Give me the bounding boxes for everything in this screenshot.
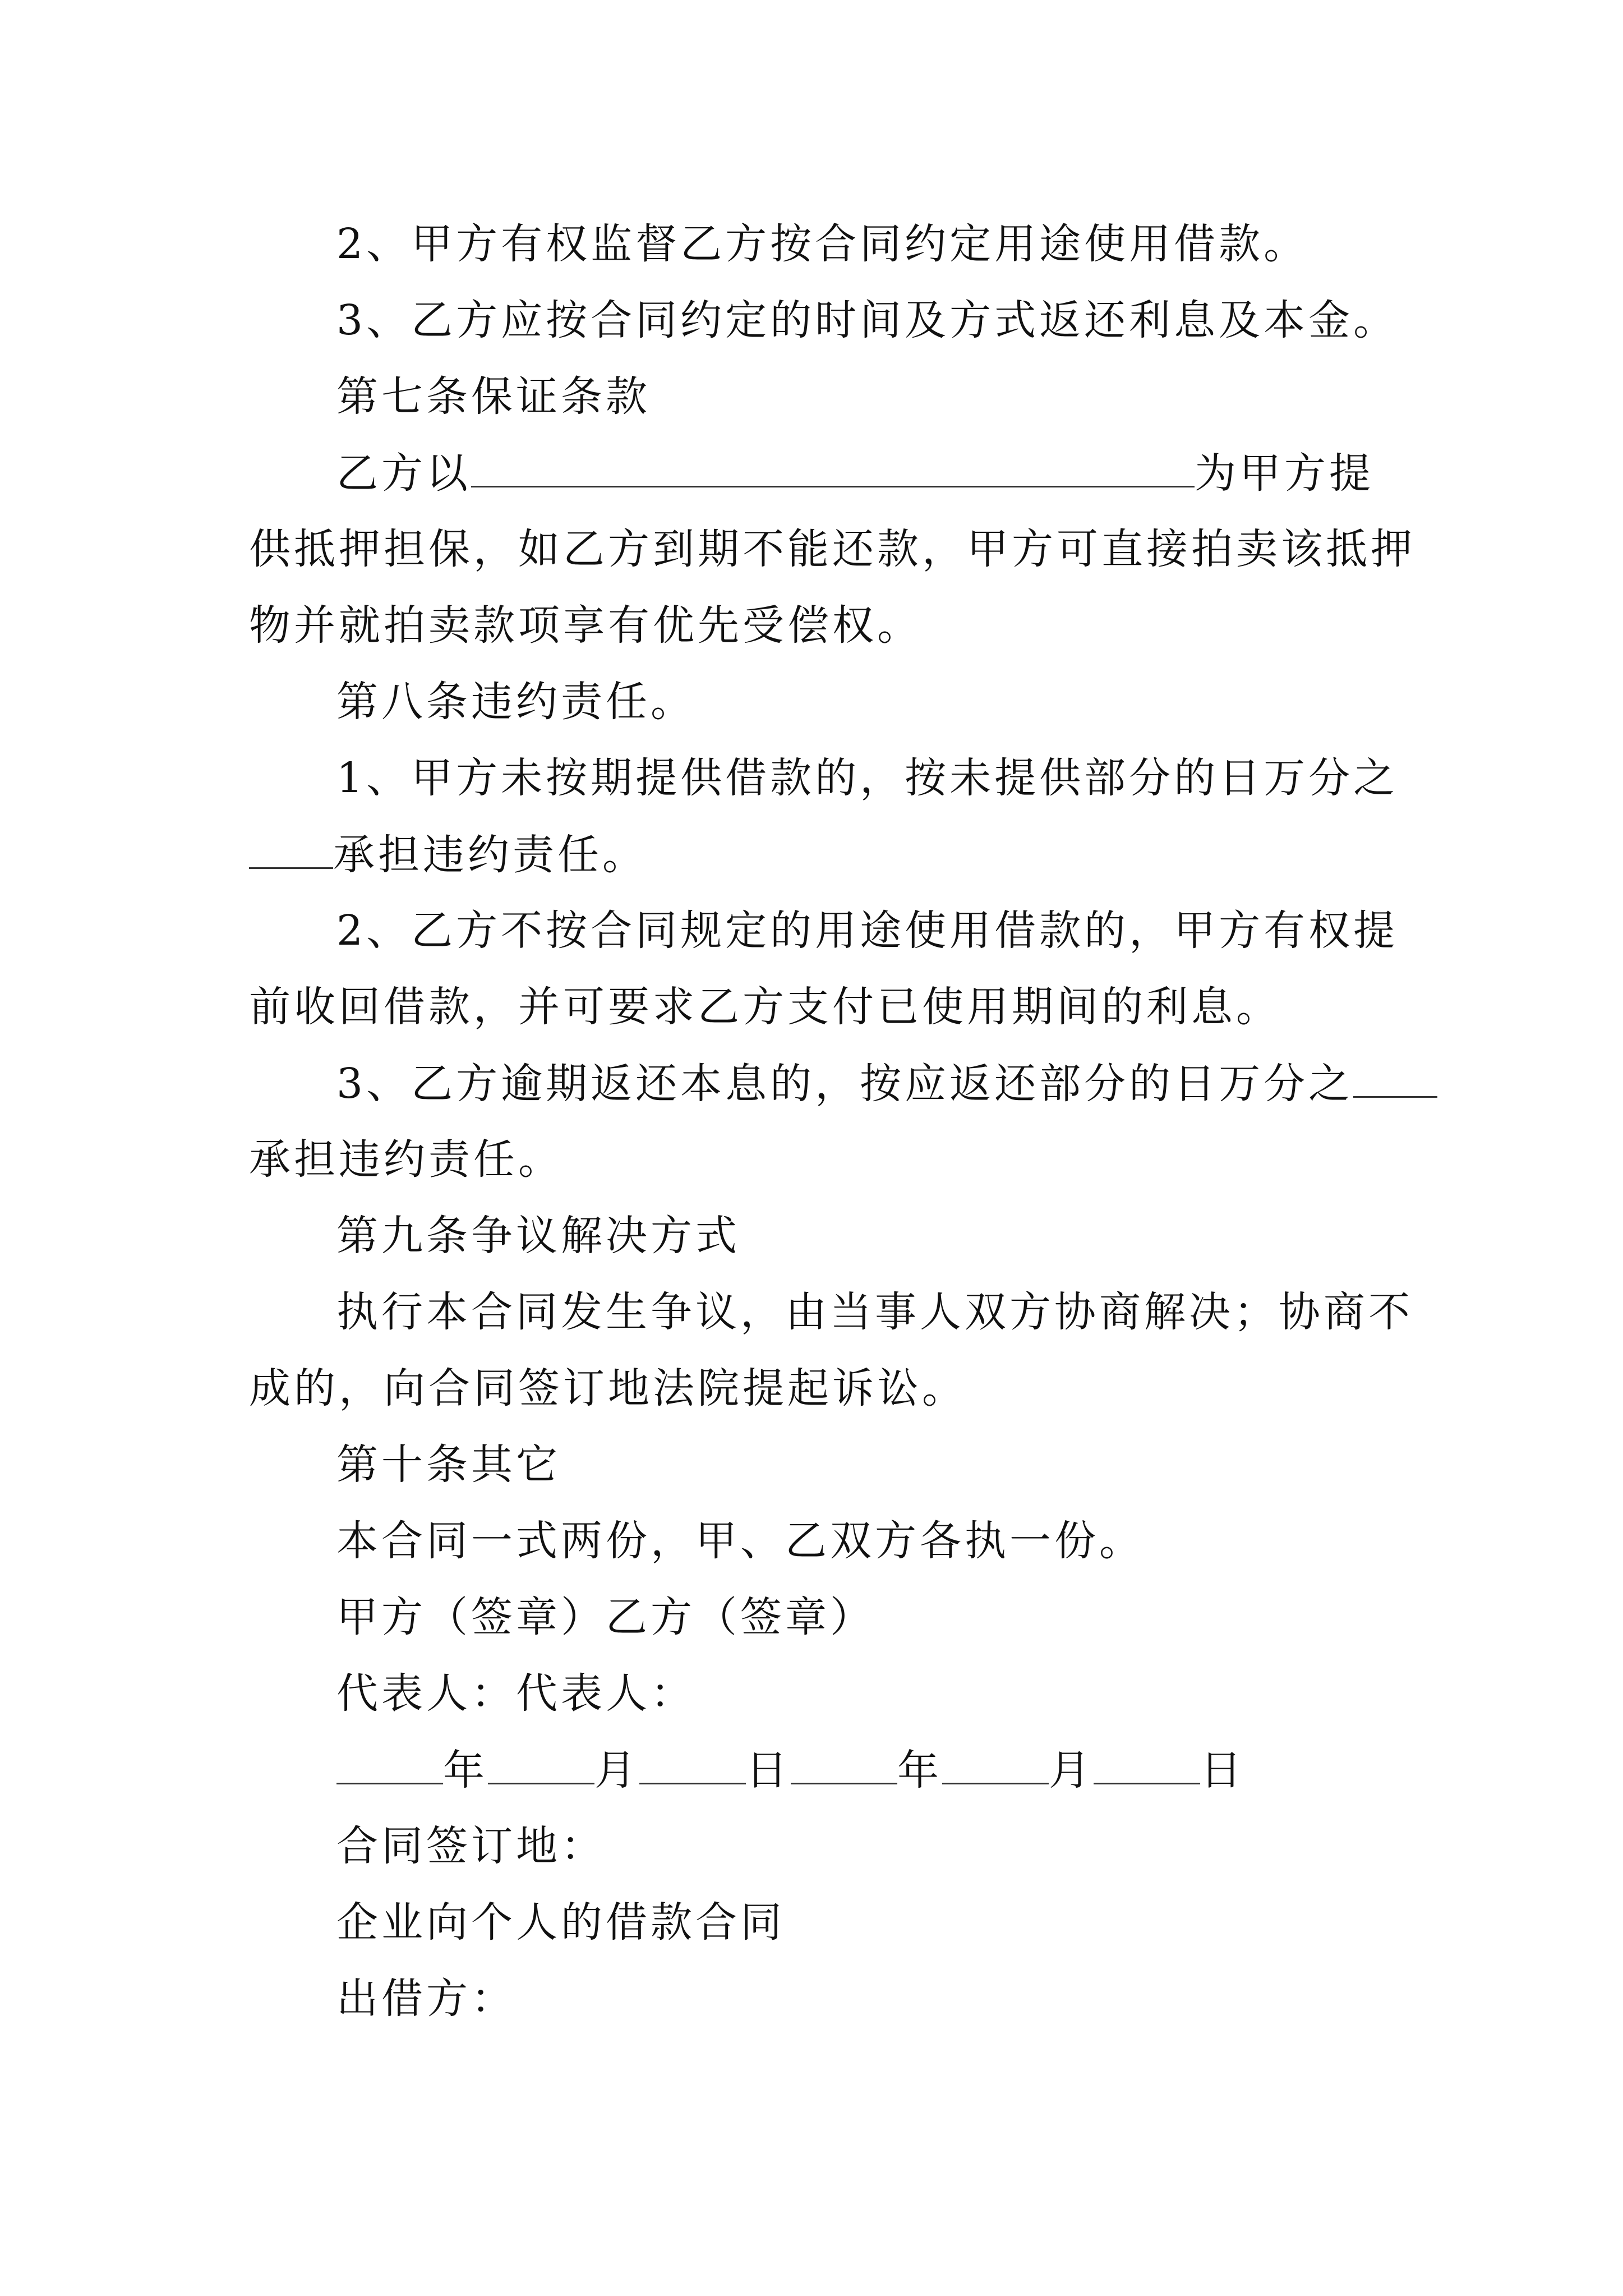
clause-10-heading: 第十条其它 <box>336 1441 561 1489</box>
next-contract-title: 企业向个人的借款合同 <box>336 1898 785 1947</box>
year-blank-2 <box>791 1749 897 1784</box>
year-label-2: 年 <box>897 1746 942 1795</box>
clause-7-line-3: 物并就拍卖款项享有优先受偿权。 <box>249 601 922 650</box>
year-label-1: 年 <box>443 1746 488 1795</box>
clause-8-item-2-line-1: 2、乙方不按合同规定的用途使用借款的，甲方有权提 <box>336 907 1399 955</box>
day-label-1: 日 <box>746 1746 791 1795</box>
clause-6-item-3: 3、乙方应按合同约定的时间及方式返还利息及本金。 <box>336 296 1399 344</box>
clause-7-heading: 第七条保证条款 <box>336 372 651 421</box>
day-blank-2 <box>1094 1749 1200 1784</box>
signature-parties: 甲方（签章）乙方（签章） <box>336 1593 875 1641</box>
month-blank-1 <box>488 1749 594 1784</box>
representatives: 代表人：代表人： <box>336 1669 695 1718</box>
clause-7-text-suffix: 为甲方提 <box>1195 449 1374 498</box>
rate-blank-2 <box>1353 1062 1437 1098</box>
clause-10-line-1: 本合同一式两份，甲、乙双方各执一份。 <box>336 1517 1144 1565</box>
year-blank-1 <box>336 1749 443 1784</box>
month-label-2: 月 <box>1049 1746 1094 1795</box>
clause-7-line-1 <box>336 449 1374 498</box>
clause-8-item-3-line-1 <box>336 1060 1437 1108</box>
day-blank-1 <box>639 1749 746 1784</box>
clause-9-line-2: 成的，向合同签订地法院提起诉讼。 <box>249 1364 967 1412</box>
clause-7-text-prefix: 乙方以 <box>336 449 471 498</box>
clause-8-heading: 第八条违约责任。 <box>336 678 695 726</box>
rate-blank-1 <box>249 834 333 869</box>
clause-9-heading: 第九条争议解决方式 <box>336 1212 740 1260</box>
clause-8-item-1-line-1: 1、甲方未按期提供借款的，按未提供部分的日万分之 <box>336 754 1399 802</box>
lender-label: 出借方： <box>336 1975 516 2023</box>
clause-8-item-1-tail: 承担违约责任。 <box>333 831 647 879</box>
signing-dates <box>336 1746 1245 1795</box>
collateral-blank <box>471 452 1195 487</box>
month-label-1: 月 <box>594 1746 639 1795</box>
clause-9-line-1: 执行本合同发生争议，由当事人双方协商解决；协商不 <box>336 1288 1413 1336</box>
signing-place: 合同签订地： <box>336 1822 606 1870</box>
day-label-2: 日 <box>1200 1746 1245 1795</box>
clause-8-item-3-text: 3、乙方逾期返还本息的，按应返还部分的日万分之 <box>336 1060 1354 1108</box>
clause-6-item-2: 2、甲方有权监督乙方按合同约定用途使用借款。 <box>336 220 1309 268</box>
month-blank-2 <box>942 1749 1049 1784</box>
clause-8-item-3-line-2: 承担违约责任。 <box>249 1135 563 1184</box>
clause-7-line-2: 供抵押担保，如乙方到期不能还款，甲方可直接拍卖该抵押 <box>249 525 1415 573</box>
clause-8-item-2-line-2: 前收回借款，并可要求乙方支付已使用期间的利息。 <box>249 983 1281 1031</box>
clause-8-item-1-line-2 <box>249 831 647 879</box>
